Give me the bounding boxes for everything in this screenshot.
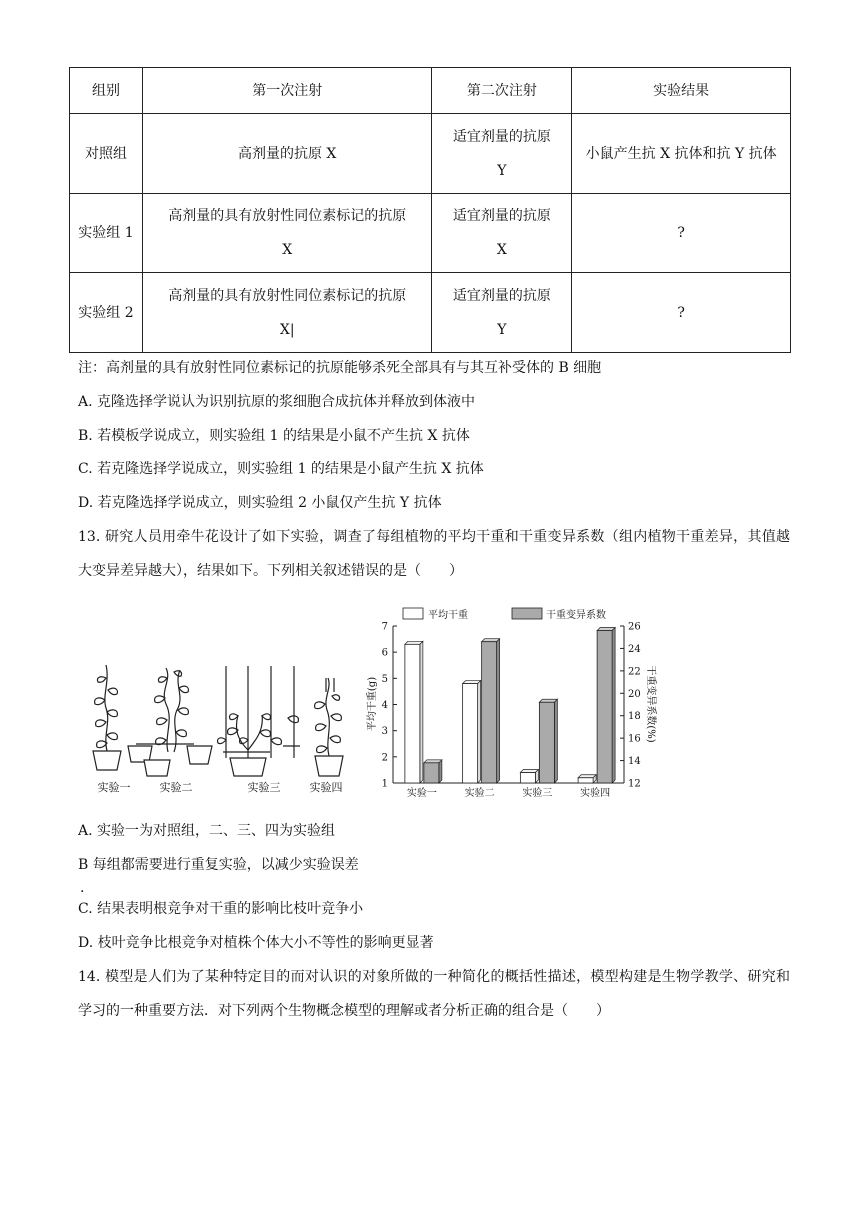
option-b-dot: .: [80, 880, 85, 896]
option-c: C. 若克隆选择学说成立，则实验组 1 的结果是小鼠产生抗 X 抗体: [78, 461, 484, 477]
bar-side-face: [612, 627, 615, 783]
bar-mean-dry-weight: [520, 773, 535, 783]
dry-weight-bar-chart: [360, 600, 660, 805]
plant-label: 实验二: [159, 781, 193, 794]
second-injection-cell: 适宜剂量的抗原 Y: [432, 114, 572, 194]
second-injection-cell: 适宜剂量的抗原 Y: [432, 273, 572, 353]
bar-dry-weight-cv: [482, 642, 497, 783]
group-cell: 实验组 1: [70, 194, 143, 273]
bar-dry-weight-cv: [539, 702, 554, 783]
y-tick-label-left: 2: [381, 752, 388, 764]
y-tick-label-right: 24: [628, 643, 641, 655]
y-axis-label-right: 干重变异系数(%): [645, 665, 656, 743]
option-a: A. 实验一为对照组，二、三、四为实验组: [78, 823, 336, 839]
first-injection-cell: 高剂量的具有放射性同位素标记的抗原 X: [142, 194, 432, 273]
table-row: [70, 194, 791, 273]
bar-side-face: [420, 641, 423, 783]
first-injection-cell: 高剂量的具有放射性同位素标记的抗原 X|: [142, 273, 432, 353]
plant-setup-1: [93, 665, 121, 770]
second-injection-cell: 适宜剂量的抗原 X: [432, 194, 572, 273]
header-cell: 组别: [70, 68, 143, 114]
table-note: 注：高剂量的具有放射性同位素标记的抗原能够杀死全部具有与其互补受体的 B 细胞: [78, 360, 602, 376]
y-tick-label-right: 18: [628, 711, 641, 723]
plant-setup-2: [128, 668, 212, 776]
legend-label: 干重变异系数: [546, 610, 606, 621]
x-tick-label: 实验三: [522, 788, 553, 799]
plant-label: 实验三: [247, 781, 281, 794]
table-row: [70, 273, 791, 353]
y-tick-label-left: 1: [381, 778, 388, 790]
result-cell: 小鼠产生抗 X 抗体和抗 Y 抗体: [572, 114, 791, 194]
bar-side-face: [554, 699, 557, 783]
x-tick-label: 实验二: [464, 788, 495, 799]
option-a: A. 克隆选择学说认为识别抗原的浆细胞合成抗体并释放到体液中: [78, 394, 476, 410]
question-14-stem: 14. 模型是人们为了某种特定目的而对认识的对象所做的一种简化的概括性描述，模型构建是生物学教学、研究和学习的一种重要方法．对下列两个生物概念模型的理解或者分析正确的组合是（ ）: [78, 969, 790, 1019]
option-d: D. 若克隆选择学说成立，则实验组 2 小鼠仅产生抗 Y 抗体: [78, 495, 442, 511]
legend-label: 平均干重: [428, 610, 468, 621]
y-tick-label-left: 6: [381, 647, 388, 659]
option-d: D. 枝叶竞争比根竞争对植株个体大小不等性的影响更显著: [78, 935, 434, 951]
header-cell: 第一次注射: [142, 68, 432, 114]
group-cell: 对照组: [70, 114, 143, 194]
option-b: B. 若模板学说成立，则实验组 1 的结果是小鼠不产生抗 X 抗体: [78, 428, 470, 444]
bar-mean-dry-weight: [578, 778, 593, 783]
table-row: [70, 114, 791, 194]
y-tick-label-left: 4: [381, 700, 388, 711]
legend-swatch-cv: [512, 608, 542, 619]
y-axis-label-left: 平均干重(g): [367, 676, 378, 732]
table-header-row: [70, 68, 791, 114]
plant-setup-4: [315, 678, 343, 776]
group-cell: 实验组 2: [70, 273, 143, 353]
y-tick-label-right: 26: [628, 621, 641, 633]
plant-experiment-illustration: [88, 660, 358, 800]
first-injection-cell: 高剂量的抗原 X: [142, 114, 432, 194]
x-tick-label: 实验一: [406, 788, 437, 799]
option-b: B 每组都需要进行重复实验，以减少实验误差: [78, 857, 359, 873]
y-tick-label-left: 3: [381, 726, 388, 738]
plant-label: 实验一: [97, 781, 131, 794]
result-cell: ?: [572, 194, 791, 273]
legend-swatch-mean-dry-weight: [403, 608, 423, 619]
bar-mean-dry-weight: [463, 684, 478, 783]
bar-side-face: [497, 639, 500, 783]
y-tick-label-right: 14: [628, 756, 641, 768]
plant-label: 实验四: [309, 781, 343, 794]
y-tick-label-right: 16: [628, 733, 641, 745]
header-cell: 实验结果: [572, 68, 791, 114]
bar-mean-dry-weight: [405, 644, 420, 783]
header-cell: 第二次注射: [432, 68, 572, 114]
experiment-table: [69, 67, 791, 353]
bar-dry-weight-cv: [424, 763, 439, 783]
y-tick-label-left: 5: [381, 673, 388, 685]
plant-setup-3: [218, 666, 300, 776]
y-tick-label-left: 7: [381, 621, 388, 633]
bar-dry-weight-cv: [597, 630, 612, 783]
bar-side-face: [478, 681, 481, 783]
question-13-stem: 13. 研究人员用牵牛花设计了如下实验，调查了每组植物的平均干重和干重变异系数（组内植物干重差异，其值越大变异差异越大），结果如下。下列相关叙述错误的是（ ）: [78, 529, 790, 579]
y-tick-label-right: 12: [628, 778, 641, 790]
option-c: C. 结果表明根竞争对干重的影响比枝叶竞争小: [78, 901, 364, 917]
bar-side-face: [439, 760, 442, 783]
y-tick-label-right: 20: [628, 688, 641, 700]
result-cell: ?: [572, 273, 791, 353]
y-tick-label-right: 22: [628, 666, 641, 678]
x-tick-label: 实验四: [580, 788, 611, 799]
